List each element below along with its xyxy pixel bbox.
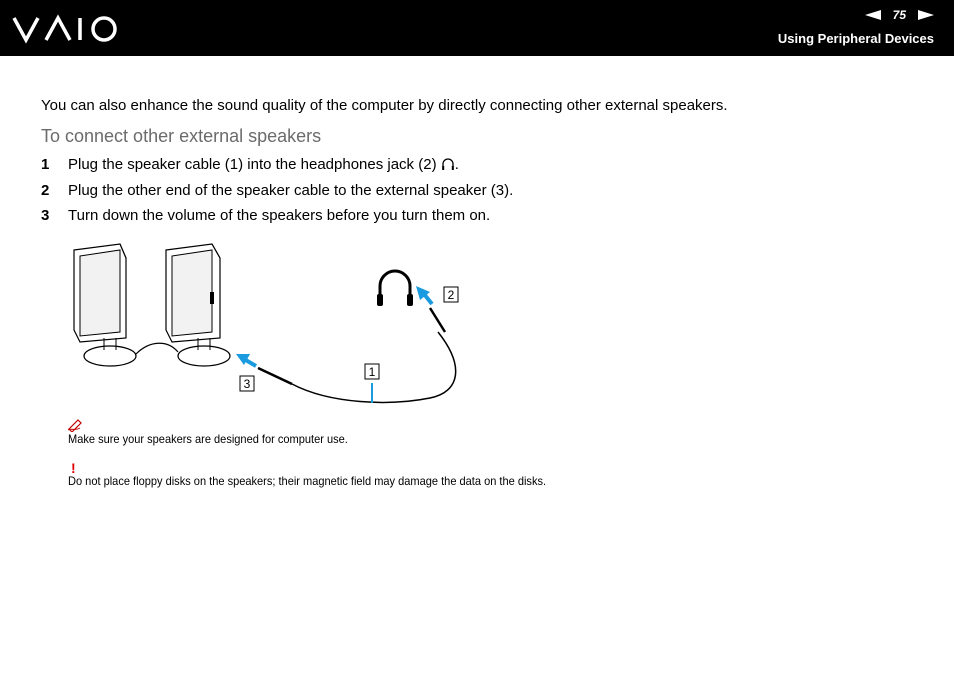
svg-text:1: 1 <box>368 365 376 379</box>
step-text: Plug the other end of the speaker cable to the external speaker (3). <box>68 182 514 199</box>
headphones-icon <box>441 157 455 171</box>
step-number: 2 <box>41 182 50 199</box>
warning-icon: ! <box>71 460 76 476</box>
right-speaker <box>166 244 230 366</box>
note-pencil-icon <box>67 418 85 432</box>
callout-3 <box>240 376 254 391</box>
note-text: Make sure your speakers are designed for computer use. <box>68 432 348 446</box>
left-speaker <box>74 244 136 366</box>
svg-text:2: 2 <box>447 288 455 302</box>
warning-text: Do not place floppy disks on the speakers; their magnetic field may damage the data on the disks. <box>68 474 547 488</box>
intro-paragraph: You can also enhance the sound quality of the computer by directly connecting other external speakers. <box>41 97 728 114</box>
headphones-icon <box>377 271 413 306</box>
speaker-connection-illustration <box>60 236 480 408</box>
plug-in-arrow-speaker <box>236 354 256 366</box>
section-title: Using Peripheral Devices <box>777 31 934 46</box>
header-bar <box>0 0 954 56</box>
step-text: Turn down the volume of the speakers before you turn them on. <box>68 207 491 224</box>
previous-page-arrow-icon[interactable] <box>865 10 881 20</box>
step-text: Plug the speaker cable (1) into the headphones jack (2) <box>68 156 437 173</box>
next-page-arrow-icon[interactable] <box>918 10 934 20</box>
svg-text:3: 3 <box>243 377 251 391</box>
step-1 <box>41 156 459 173</box>
step-suffix: . <box>454 156 459 173</box>
procedure-heading: To connect other external speakers <box>41 126 322 146</box>
step-3 <box>41 207 490 224</box>
step-2 <box>41 182 513 199</box>
step-number: 3 <box>41 207 50 224</box>
step-number: 1 <box>41 156 50 173</box>
plug-in-arrow-jack <box>416 286 432 304</box>
callout-2 <box>444 287 458 302</box>
callout-1 <box>365 364 379 379</box>
page-number: 75 <box>892 8 906 22</box>
page-navigation <box>865 8 934 22</box>
vaio-logo <box>12 13 122 45</box>
